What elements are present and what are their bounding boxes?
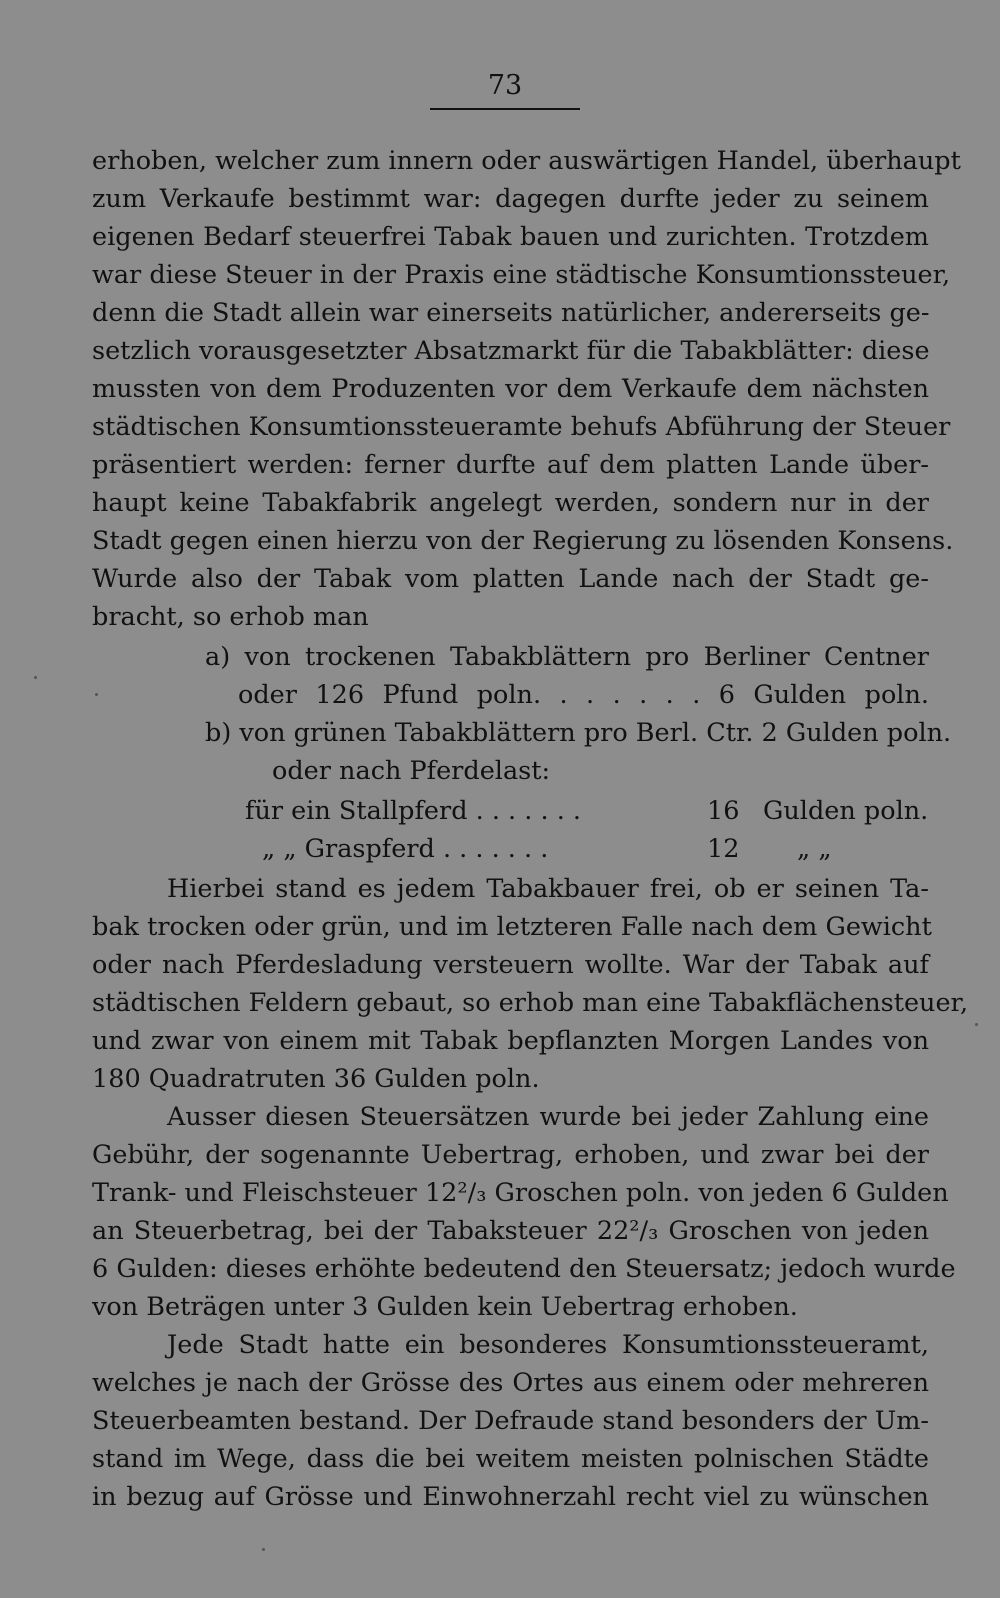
scan-speck xyxy=(95,693,98,696)
text-line: Steuerbeamten bestand. Der Defraude stand besonders der Um- xyxy=(92,1406,929,1436)
text-line: Wurde also der Tabak vom platten Lande nach der Stadt ge- xyxy=(92,564,929,594)
text-line: mussten von dem Produzenten vor dem Verkaufe dem nächsten xyxy=(92,374,929,404)
stallpferd-amount: 16 xyxy=(707,796,740,826)
text-line: städtischen Konsumtionssteueramte behufs Abführung der Steuer xyxy=(92,412,951,442)
text-line: denn die Stadt allein war einerseits natürlicher, andererseits ge- xyxy=(92,298,930,328)
rate-a-label: a) von trockenen Tabakblättern pro Berliner Centner xyxy=(205,642,929,672)
page-number: 73 xyxy=(487,70,523,101)
text-line: welches je nach der Grösse des Ortes aus einem oder mehreren xyxy=(92,1368,929,1398)
page-number-rule xyxy=(430,108,580,110)
text-line: 6 Gulden: dieses erhöhte bedeutend den Steuersatz; jedoch wurde xyxy=(92,1254,956,1284)
graspferd-unit: „ „ xyxy=(797,834,832,864)
text-line: erhoben, welcher zum innern oder auswärtigen Handel, überhaupt xyxy=(92,146,961,176)
text-line: Stadt gegen einen hierzu von der Regierung zu lösenden Konsens. xyxy=(92,526,954,556)
scan-speck xyxy=(975,1023,978,1026)
text-line: eigenen Bedarf steuerfrei Tabak bauen und zurichten. Trotzdem xyxy=(92,222,929,252)
text-line: Hierbei stand es jedem Tabakbauer frei, ob er seinen Ta- xyxy=(167,874,929,904)
stallpferd-unit: Gulden poln. xyxy=(763,796,929,826)
text-line: war diese Steuer in der Praxis eine städtische Konsumtionssteuer, xyxy=(92,260,951,290)
text-line: Trank- und Fleischsteuer 12²/₃ Groschen poln. von jeden 6 Gulden xyxy=(92,1178,949,1208)
text-line: haupt keine Tabakfabrik angelegt werden, sondern nur in der xyxy=(92,488,929,518)
text-line: Ausser diesen Steuersätzen wurde bei jeder Zahlung eine xyxy=(167,1102,929,1132)
text-line: Gebühr, der sogenannte Uebertrag, erhoben, und zwar bei der xyxy=(92,1140,929,1170)
scan-speck xyxy=(34,676,37,679)
text-line: setzlich vorausgesetzter Absatzmarkt für die Tabakblätter: diese xyxy=(92,336,930,366)
stallpferd-label: für ein Stallpferd . . . . . . . xyxy=(245,796,582,826)
text-line: stand im Wege, dass die bei weitem meisten polnischen Städte xyxy=(92,1444,929,1474)
text-line: von Beträgen unter 3 Gulden kein Uebertrag erhoben. xyxy=(92,1292,798,1322)
text-line: städtischen Feldern gebaut, so erhob man eine Tabakflächensteuer, xyxy=(92,988,969,1018)
text-line: Jede Stadt hatte ein besonderes Konsumtionssteueramt, xyxy=(167,1330,929,1360)
text-line: zum Verkaufe bestimmt war: dagegen durfte jeder zu seinem xyxy=(92,184,929,214)
scan-speck xyxy=(262,1548,265,1551)
text-line: oder nach Pferdesladung versteuern wollte. War der Tabak auf xyxy=(92,950,929,980)
text-line: und zwar von einem mit Tabak bepflanzten Morgen Landes von xyxy=(92,1026,929,1056)
graspferd-label: „ „ Graspferd . . . . . . . xyxy=(262,834,549,864)
rate-b-label: b) von grünen Tabakblättern pro Berl. Ctr. 2 Gulden poln. xyxy=(205,718,952,748)
text-line: 180 Quadratruten 36 Gulden poln. xyxy=(92,1064,540,1094)
rate-a-cont-label: oder 126 Pfund poln. . . . . . . 6 Gulden poln. xyxy=(238,680,929,710)
text-line: in bezug auf Grösse und Einwohnerzahl recht viel zu wünschen xyxy=(92,1482,929,1512)
text-line: präsentiert werden: ferner durfte auf dem platten Lande über- xyxy=(92,450,929,480)
graspferd-amount: 12 xyxy=(707,834,740,864)
text-line: an Steuerbetrag, bei der Tabaksteuer 22²/₃ Groschen von jeden xyxy=(92,1216,929,1246)
rate-b-cont-label: oder nach Pferdelast: xyxy=(272,756,551,786)
text-line: bracht, so erhob man xyxy=(92,602,369,632)
text-line: bak trocken oder grün, und im letzteren Falle nach dem Gewicht xyxy=(92,912,932,942)
